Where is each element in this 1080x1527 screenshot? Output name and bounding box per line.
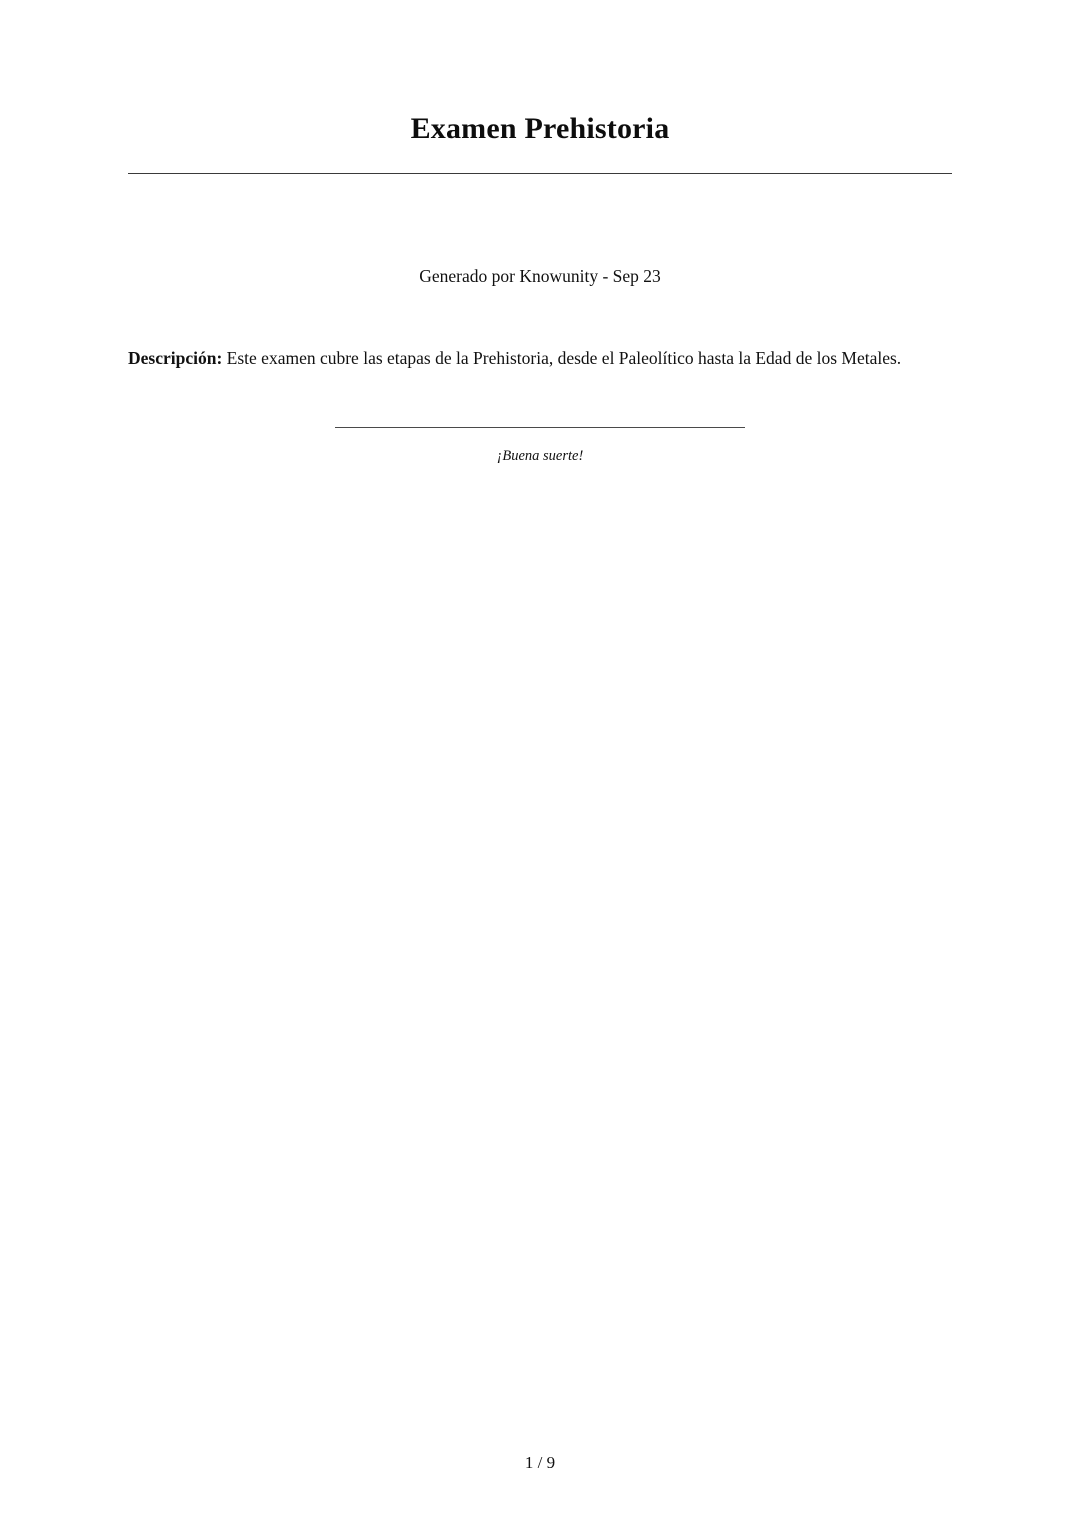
section-divider [335,427,745,428]
page-title: Examen Prehistoria [410,112,670,145]
description-text: Este examen cubre las etapas de la Prehistoria, desde el Paleolítico hasta la Edad de los Metales. [222,348,902,368]
description-paragraph [128,344,952,372]
page-number: 1 / 9 [524,1453,556,1472]
section-divider-wrap [128,427,952,428]
good-luck-text: ¡Buena suerte! [496,448,584,465]
generated-by-text: Generado por Knowunity - Sep 23 [419,266,661,286]
description-label: Descripción: [128,348,223,368]
title-divider [128,173,952,174]
